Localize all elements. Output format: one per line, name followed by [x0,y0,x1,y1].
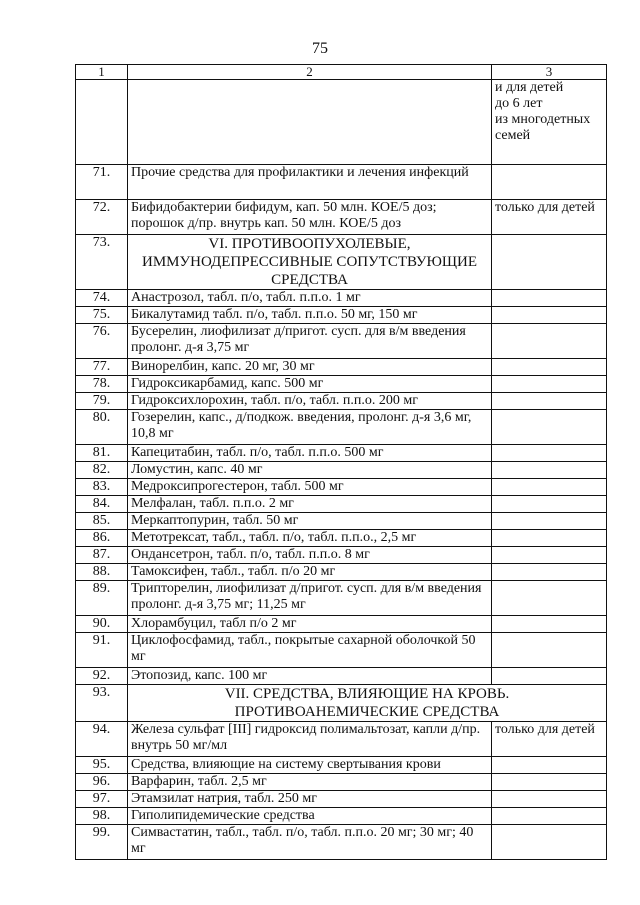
row-description: Этамзилат натрия, табл. 250 мг [128,791,492,808]
continuation-desc [128,80,492,165]
row-number: 92. [76,668,128,685]
table-row [76,410,607,445]
table-row [76,200,607,235]
row-description: Средства, влияющие на систему свертывания крови [128,757,492,774]
row-number: 85. [76,513,128,530]
row-number: 76. [76,324,128,359]
row-description: Симвастатин, табл., табл. п/о, табл. п.п.о. 20 мг; 30 мг; 40 мг [128,825,492,860]
row-number: 71. [76,165,128,200]
table-row [76,791,607,808]
row-note [492,290,607,307]
row-note [492,616,607,633]
row-number: 73. [76,235,128,290]
row-number: 75. [76,307,128,324]
row-number: 95. [76,757,128,774]
table-row [76,393,607,410]
row-note: только для детей [492,722,607,757]
table-row [76,290,607,307]
row-description: Бусерелин, лиофилизат д/пригот. сусп. для в/м введения пролонг. д-я 3,75 мг [128,324,492,359]
row-description: Бифидобактерии бифидум, кап. 50 млн. КОЕ/5 доз; порошок д/пр. внутрь кап. 50 млн. КОЕ/5 доз [128,200,492,235]
row-description: Медроксипрогестерон, табл. 500 мг [128,479,492,496]
row-note [492,324,607,359]
table-row [76,564,607,581]
table-row [76,359,607,376]
row-note [492,791,607,808]
row-description: Гиполипидемические средства [128,808,492,825]
row-number: 74. [76,290,128,307]
row-number: 98. [76,808,128,825]
row-note [492,668,607,685]
header-col-3: 3 [492,65,607,80]
table-row [76,496,607,513]
table-row [76,324,607,359]
row-number: 93. [76,685,128,722]
row-description: Циклофосфамид, табл., покрытые сахарной оболочкой 50 мг [128,633,492,668]
table-row [76,513,607,530]
continuation-num [76,80,128,165]
row-description: Гидроксихлорохин, табл. п/о, табл. п.п.о. 200 мг [128,393,492,410]
row-note [492,235,607,290]
row-description: Ондансетрон, табл. п/о, табл. п.п.о. 8 мг [128,547,492,564]
row-number: 87. [76,547,128,564]
row-note [492,547,607,564]
row-number: 78. [76,376,128,393]
table-row [76,616,607,633]
row-description: Капецитабин, табл. п/о, табл. п.п.о. 500 мг [128,445,492,462]
row-description: Меркаптопурин, табл. 50 мг [128,513,492,530]
row-note [492,410,607,445]
page-number: 75 [312,40,328,57]
row-note [492,633,607,668]
row-note [492,376,607,393]
row-number: 77. [76,359,128,376]
row-note [492,513,607,530]
table-row [76,445,607,462]
table-row [76,462,607,479]
row-description: Гидроксикарбамид, капс. 500 мг [128,376,492,393]
table-row [76,774,607,791]
row-number: 96. [76,774,128,791]
table-row [76,633,607,668]
row-description: Этопозид, капс. 100 мг [128,668,492,685]
table-row [76,668,607,685]
row-description: Винорелбин, капс. 20 мг, 30 мг [128,359,492,376]
table-row [76,376,607,393]
row-note [492,496,607,513]
continuation-note [492,80,607,165]
section-heading: VI. ПРОТИВООПУХОЛЕВЫЕ, ИММУНОДЕПРЕССИВНЫЕ СОПУТСТВУЮЩИЕ СРЕДСТВА [128,235,492,290]
row-number: 99. [76,825,128,860]
row-description: Бикалутамид табл. п/о, табл. п.п.о. 50 мг, 150 мг [128,307,492,324]
row-number: 91. [76,633,128,668]
header-col-1: 1 [76,65,128,80]
table-row [76,479,607,496]
row-description: Мелфалан, табл. п.п.о. 2 мг [128,496,492,513]
row-number: 72. [76,200,128,235]
row-number: 82. [76,462,128,479]
table-row [76,808,607,825]
row-number: 80. [76,410,128,445]
table-row [76,757,607,774]
row-description: Ломустин, капс. 40 мг [128,462,492,479]
row-note [492,359,607,376]
table-row [76,722,607,757]
row-number: 90. [76,616,128,633]
table-row [76,307,607,324]
row-number: 89. [76,581,128,616]
row-note [492,393,607,410]
table-header-row [76,65,607,80]
medicines-table [75,64,607,860]
row-note [492,479,607,496]
row-description: Тамоксифен, табл., табл. п/о 20 мг [128,564,492,581]
row-note [492,808,607,825]
row-number: 97. [76,791,128,808]
row-number: 94. [76,722,128,757]
row-description: Анастрозол, табл. п/о, табл. п.п.о. 1 мг [128,290,492,307]
row-number: 83. [76,479,128,496]
table-row [76,547,607,564]
row-note [492,564,607,581]
row-note [492,462,607,479]
row-description: Хлорамбуцил, табл п/о 2 мг [128,616,492,633]
table-row [76,581,607,616]
row-note [492,825,607,860]
table-row [76,825,607,860]
continuation-note-line: семей [495,128,531,143]
row-description: Метотрексат, табл., табл. п/о, табл. п.п.о., 2,5 мг [128,530,492,547]
table-row [76,165,607,200]
continuation-note-line: и для детей [495,80,564,95]
row-number: 81. [76,445,128,462]
row-note [492,581,607,616]
row-note [492,307,607,324]
row-number: 84. [76,496,128,513]
continuation-note-line: до 6 лет [495,96,543,111]
continuation-note-line: из многодетных [495,112,591,127]
table-row [76,530,607,547]
row-description: Железа сульфат [III] гидроксид полимальтозат, капли д/пр. внутрь 50 мг/мл [128,722,492,757]
row-note: только для детей [492,200,607,235]
section-heading: VII. СРЕДСТВА, ВЛИЯЮЩИЕ НА КРОВЬ. ПРОТИВОАНЕМИЧЕСКИЕ СРЕДСТВА [128,685,607,722]
row-note [492,774,607,791]
row-description: Гозерелин, капс., д/подкож. введения, пролонг. д-я 3,6 мг, 10,8 мг [128,410,492,445]
row-note [492,757,607,774]
row-description: Варфарин, табл. 2,5 мг [128,774,492,791]
row-note [492,165,607,200]
table-row [76,685,607,722]
header-col-2: 2 [128,65,492,80]
row-number: 88. [76,564,128,581]
row-description: Прочие средства для профилактики и лечения инфекций [128,165,492,200]
row-description: Трипторелин, лиофилизат д/пригот. сусп. для в/м введения пролонг. д-я 3,75 мг; 11,25 мг [128,581,492,616]
row-note [492,530,607,547]
row-note [492,445,607,462]
row-number: 86. [76,530,128,547]
row-number: 79. [76,393,128,410]
table-row [76,235,607,290]
continuation-row [76,80,607,165]
